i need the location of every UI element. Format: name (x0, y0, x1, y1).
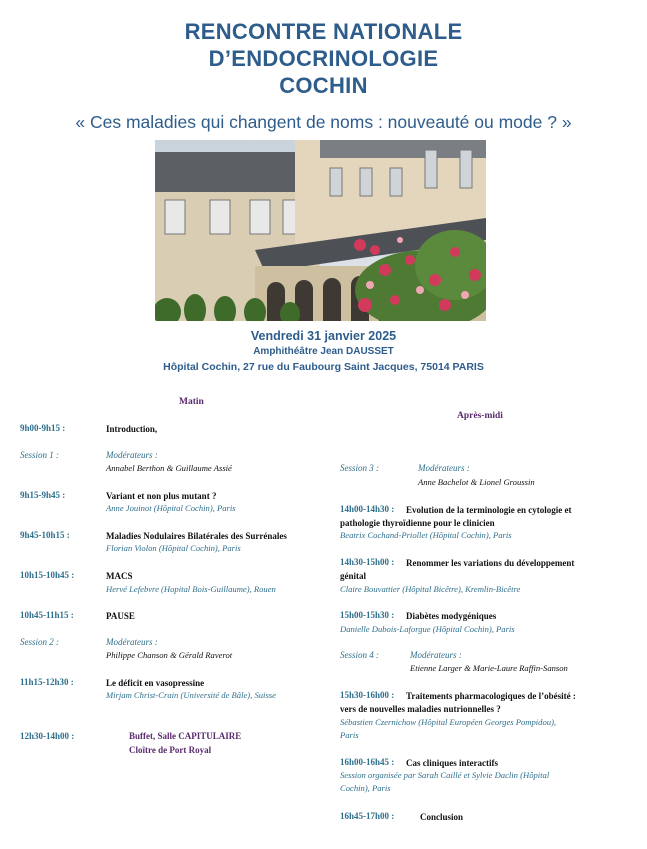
talk-6-title-b: génital (340, 571, 366, 581)
talk-7-speaker: Danielle Dubois-Laforgue (Hôpital Cochin), Paris (340, 624, 515, 634)
session-4-moderators-label: Modérateurs : (410, 650, 462, 660)
talk-9-speaker-b: Cochin), Paris (340, 783, 391, 793)
session-3-moderators-label: Modérateurs : (418, 463, 470, 473)
session-2-moderators-label: Modérateurs : (106, 637, 158, 647)
talk-7-time: 15h00-15h30 : (340, 610, 395, 620)
session-1-moderators: Annabel Berthon & Guillaume Assié (106, 463, 232, 473)
talk-7-title: Diabètes modygéniques (406, 611, 497, 621)
lunch-line-2: Cloître de Port Royal (129, 745, 212, 755)
morning-heading: Matin (179, 397, 204, 407)
talk-9-time: 16h00-16h45 : (340, 757, 395, 767)
conclusion-title: Conclusion (420, 812, 464, 822)
talk-3-speaker: Hervé Lefebvre (Hopital Bois-Guillaume), Rouen (106, 584, 276, 594)
talk-5-speaker: Beatrix Cochand-Priollet (Hôpital Cochin), Paris (340, 530, 512, 540)
talk-4-speaker: Mirjam Christ-Crain (Université de Bâle), Suisse (106, 690, 276, 700)
talk-1-time: 9h15-9h45 : (20, 490, 66, 500)
talk-3-title: MACS (106, 571, 133, 581)
talk-4-time: 11h15-12h30 : (20, 677, 74, 687)
talk-8-speaker-b: Paris (340, 730, 359, 740)
afternoon-heading: Après-midi (457, 411, 503, 421)
talk-9-speaker-a: Session organisée par Sarah Caillé et Sylvie Daclin (Hôpital (340, 770, 550, 780)
talk-1-title: Variant et non plus mutant ? (106, 491, 217, 501)
session-4-label: Session 4 : (340, 650, 379, 660)
lunch-time: 12h30-14h00 : (20, 731, 75, 741)
session-3-label: Session 3 : (340, 463, 379, 473)
session-3-moderators: Anne Bachelot & Lionel Groussin (418, 477, 535, 487)
intro-title: Introduction, (106, 424, 158, 434)
conclusion-time: 16h45-17h00 : (340, 811, 395, 821)
pause-time: 10h45-11h15 : (20, 610, 74, 620)
event-venue: Amphithéâtre Jean DAUSSET (253, 346, 394, 357)
intro-time: 9h00-9h15 : (20, 423, 66, 433)
cloister-photo (155, 140, 486, 321)
talk-4-title: Le déficit en vasopressine (106, 678, 205, 688)
talk-8-title-a: Traitements pharmacologiques de l’obésité : (406, 691, 576, 701)
subtitle: « Ces maladies qui changent de noms : nouveauté ou mode ? » (75, 112, 572, 132)
session-1-moderators-label: Modérateurs : (106, 450, 158, 460)
title-line-3: COCHIN (279, 73, 368, 98)
session-2-label: Session 2 : (20, 637, 59, 647)
session-4-moderators: Etienne Larger & Marie-Laure Raffin-Sanson (410, 663, 568, 673)
talk-8-title-b: vers de nouvelles maladies nutrionnelles ? (340, 704, 501, 714)
talk-3-time: 10h15-10h45 : (20, 570, 75, 580)
event-date: Vendredi 31 janvier 2025 (250, 329, 397, 343)
talk-9-title: Cas cliniques interactifs (406, 758, 498, 768)
talk-2-speaker: Florian Violon (Hôpital Cochin), Paris (106, 543, 241, 553)
event-address: Hôpital Cochin, 27 rue du Faubourg Saint Jacques, 75014 PARIS (163, 361, 484, 373)
lunch-line-1: Buffet, Salle CAPITULAIRE (129, 731, 242, 741)
talk-5-title-b: pathologie thyroïdienne pour le clinicien (340, 518, 495, 528)
talk-5-title-a: Evolution de la terminologie en cytologie et (406, 505, 572, 515)
session-1-label: Session 1 : (20, 450, 59, 460)
talk-6-speaker: Claire Bouvattier (Hôpital Bicêtre), Kremlin-Bicêtre (340, 584, 521, 594)
talk-5-time: 14h00-14h30 : (340, 504, 395, 514)
talk-1-speaker: Anne Jouinot (Hôpital Cochin), Paris (106, 503, 236, 513)
talk-2-time: 9h45-10h15 : (20, 530, 70, 540)
pause-title: PAUSE (106, 611, 135, 621)
talk-6-title-a: Renommer les variations du développement (406, 558, 575, 568)
talk-8-speaker-a: Sébastien Czernichow (Hôpital Européen Georges Pompidou), (340, 717, 557, 727)
talk-6-time: 14h30-15h00 : (340, 557, 395, 567)
talk-2-title: Maladies Nodulaires Bilatérales des Surrénales (106, 531, 287, 541)
title-line-1: RENCONTRE NATIONALE (184, 19, 463, 44)
talk-8-time: 15h30-16h00 : (340, 690, 395, 700)
title-line-2: D’ENDOCRINOLOGIE (208, 46, 439, 71)
session-2-moderators: Philippe Chanson & Gérald Raverot (106, 650, 233, 660)
